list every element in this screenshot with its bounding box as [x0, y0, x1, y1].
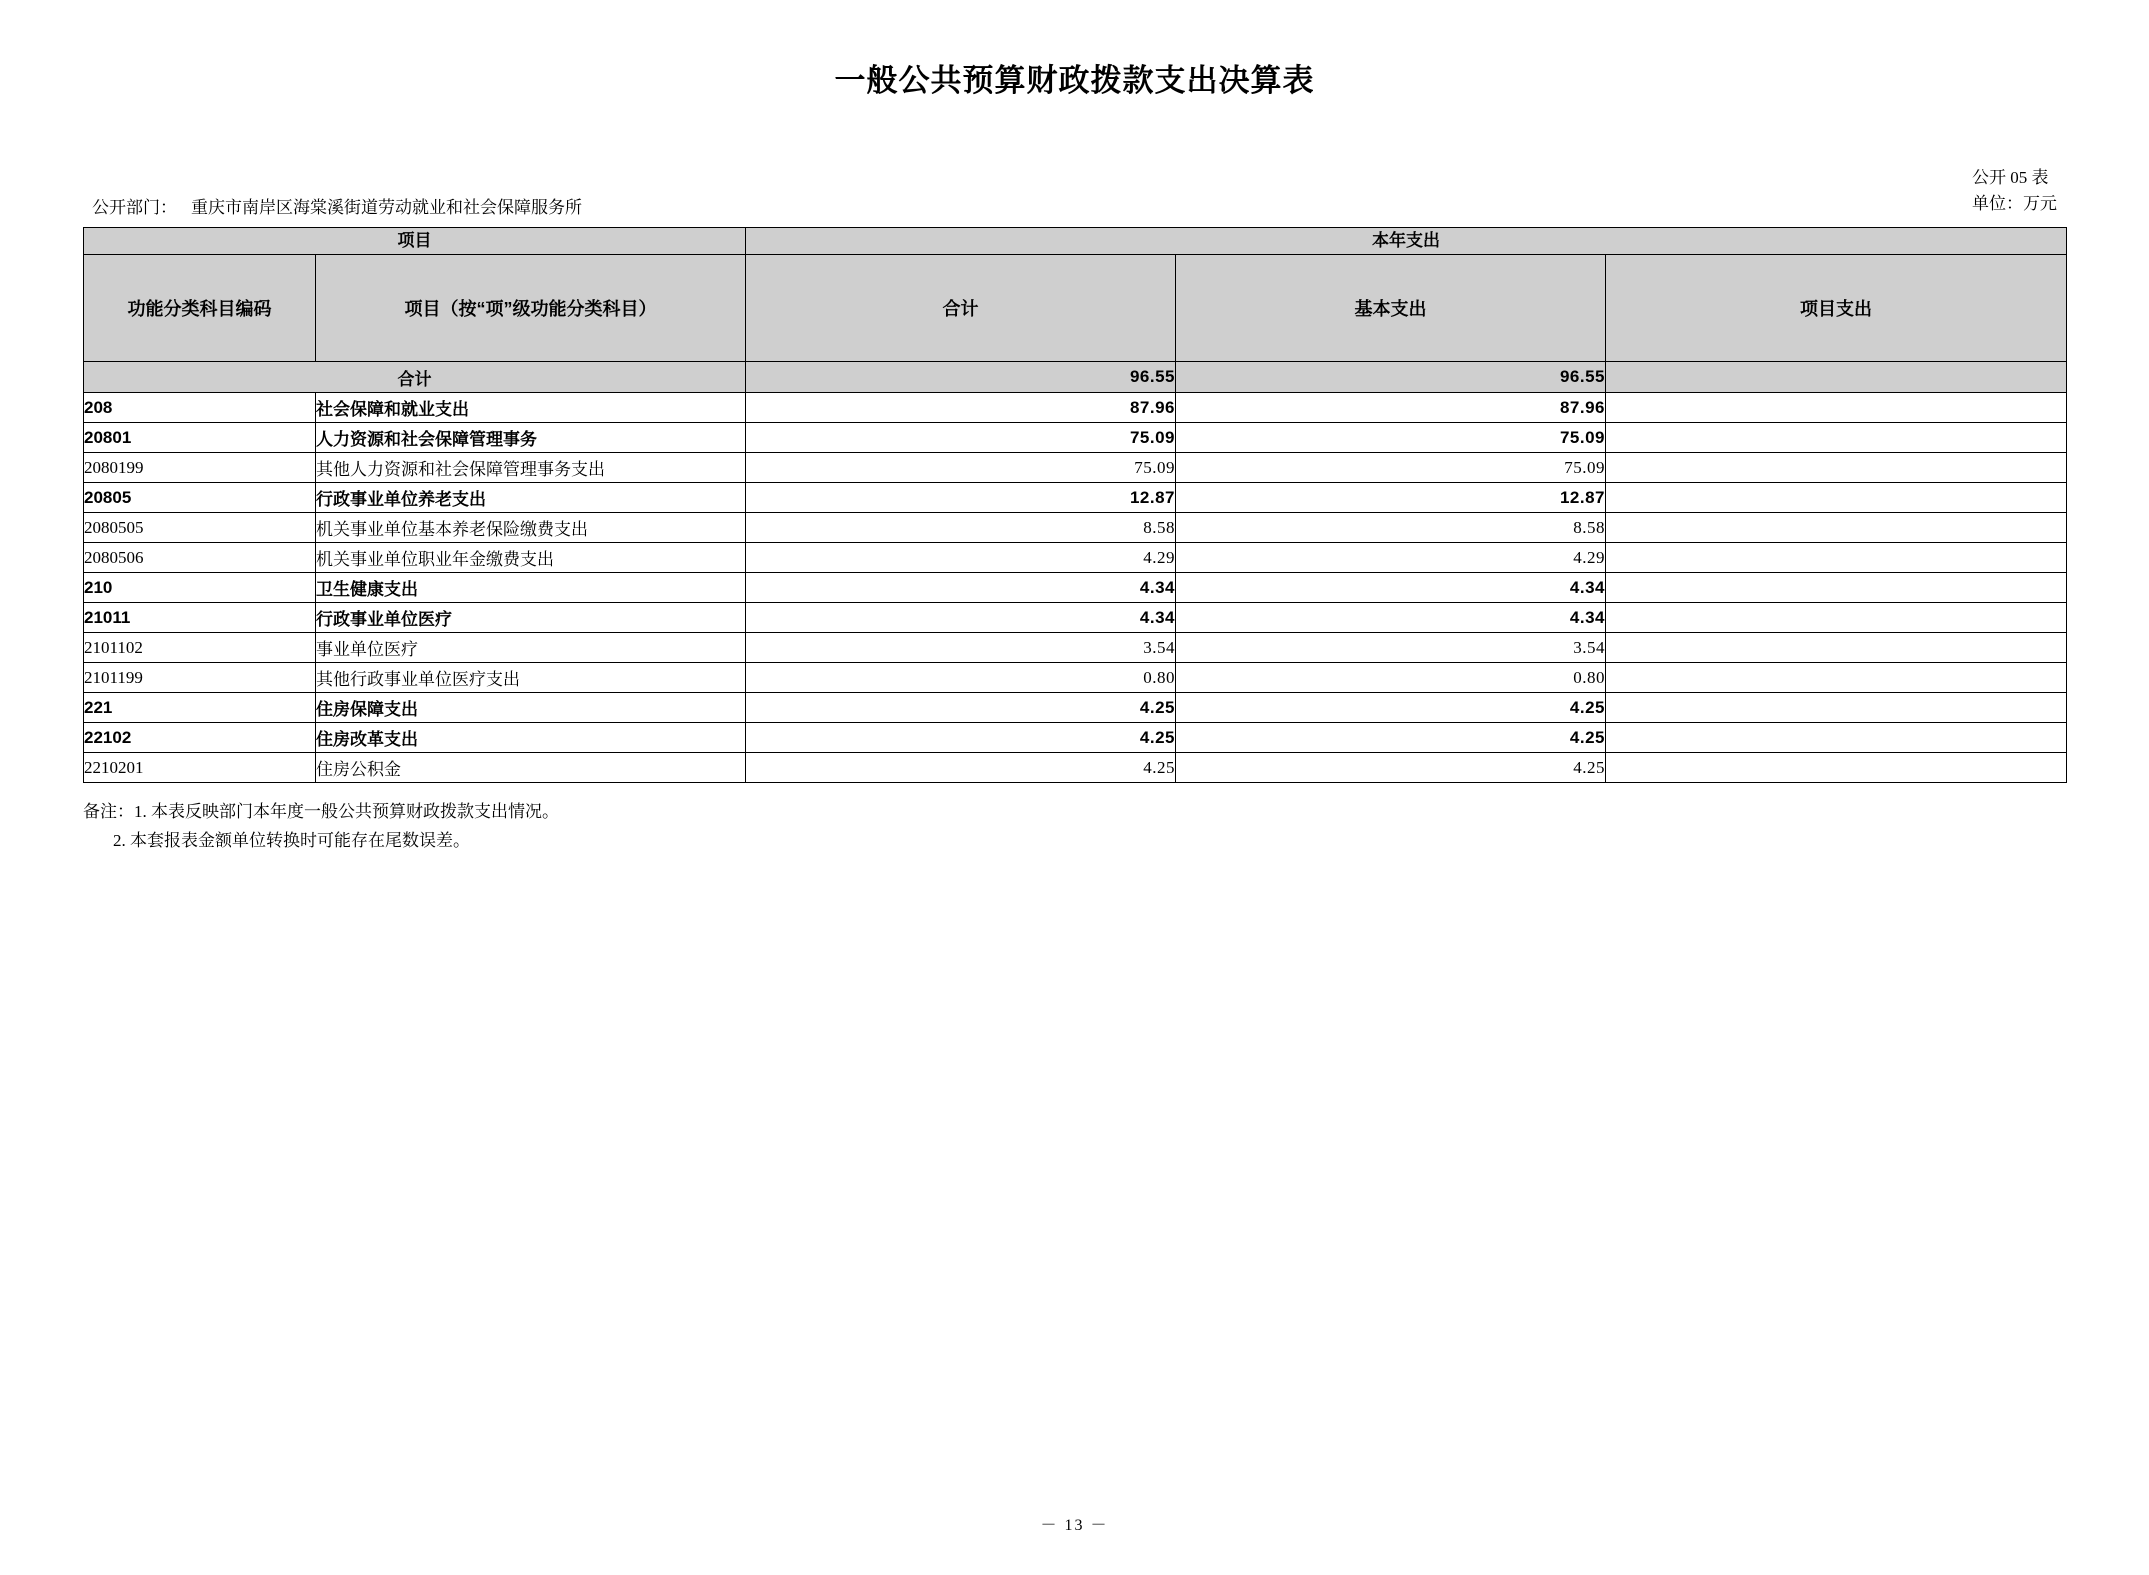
row-code: 22102 — [84, 723, 316, 753]
row-total: 75.09 — [746, 423, 1176, 453]
row-code: 210 — [84, 573, 316, 603]
header-col-project: 项目支出 — [1606, 255, 2067, 362]
row-code: 2080506 — [84, 543, 316, 573]
table-row — [84, 513, 2067, 543]
row-item: 卫生健康支出 — [316, 573, 746, 603]
row-basic: 4.29 — [1176, 543, 1606, 573]
row-basic: 75.09 — [1176, 423, 1606, 453]
table-row — [84, 453, 2067, 483]
row-item: 人力资源和社会保障管理事务 — [316, 423, 746, 453]
row-basic: 4.25 — [1176, 753, 1606, 783]
row-total: 4.29 — [746, 543, 1176, 573]
row-code: 20805 — [84, 483, 316, 513]
row-project — [1606, 423, 2067, 453]
row-basic: 87.96 — [1176, 393, 1606, 423]
row-project — [1606, 633, 2067, 663]
row-project — [1606, 543, 2067, 573]
row-total: 4.34 — [746, 603, 1176, 633]
row-code: 21011 — [84, 603, 316, 633]
row-basic: 4.25 — [1176, 723, 1606, 753]
row-basic: 12.87 — [1176, 483, 1606, 513]
row-basic: 4.34 — [1176, 573, 1606, 603]
table-row — [84, 723, 2067, 753]
header-group-item: 项目 — [84, 228, 746, 255]
note-line-2: 2. 本套报表金额单位转换时可能存在尾数误差。 — [113, 831, 470, 850]
row-code: 2080199 — [84, 453, 316, 483]
row-item: 社会保障和就业支出 — [316, 393, 746, 423]
page-title: 一般公共预算财政拨款支出决算表 — [834, 63, 1315, 98]
row-code: 221 — [84, 693, 316, 723]
row-total: 3.54 — [746, 633, 1176, 663]
row-item: 行政事业单位医疗 — [316, 603, 746, 633]
row-project — [1606, 453, 2067, 483]
row-code: 2210201 — [84, 753, 316, 783]
row-project — [1606, 693, 2067, 723]
form-number: 公开 05 表 — [1972, 168, 2049, 187]
row-item: 其他人力资源和社会保障管理事务支出 — [316, 453, 746, 483]
row-item: 机关事业单位职业年金缴费支出 — [316, 543, 746, 573]
table-row-total — [84, 362, 2067, 393]
total-row-label: 合计 — [84, 362, 746, 393]
table-row — [84, 663, 2067, 693]
form-meta — [1972, 165, 2057, 217]
total-row-basic: 96.55 — [1176, 362, 1606, 393]
department-name: 重庆市南岸区海棠溪街道劳动就业和社会保障服务所 — [191, 198, 582, 217]
total-row-total: 96.55 — [746, 362, 1176, 393]
row-total: 0.80 — [746, 663, 1176, 693]
budget-expenditure-table — [83, 227, 2067, 783]
table-row — [84, 753, 2067, 783]
row-total: 87.96 — [746, 393, 1176, 423]
row-project — [1606, 753, 2067, 783]
table-row — [84, 603, 2067, 633]
header-col-basic: 基本支出 — [1176, 255, 1606, 362]
row-project — [1606, 723, 2067, 753]
table-row — [84, 693, 2067, 723]
row-total: 4.25 — [746, 753, 1176, 783]
row-basic: 75.09 — [1176, 453, 1606, 483]
row-item: 机关事业单位基本养老保险缴费支出 — [316, 513, 746, 543]
document-page — [0, 55, 2149, 1575]
row-total: 75.09 — [746, 453, 1176, 483]
table-header-group-row — [84, 228, 2067, 255]
row-code: 2101199 — [84, 663, 316, 693]
row-code: 2080505 — [84, 513, 316, 543]
table-row — [84, 543, 2067, 573]
row-code: 2101102 — [84, 633, 316, 663]
row-total: 4.25 — [746, 693, 1176, 723]
row-total: 8.58 — [746, 513, 1176, 543]
row-item: 事业单位医疗 — [316, 633, 746, 663]
row-project — [1606, 573, 2067, 603]
table-header-row — [84, 255, 2067, 362]
row-item: 其他行政事业单位医疗支出 — [316, 663, 746, 693]
row-project — [1606, 393, 2067, 423]
note-line-1: 备注：1. 本表反映部门本年度一般公共预算财政拨款支出情况。 — [83, 802, 559, 821]
row-code: 208 — [84, 393, 316, 423]
page-number: － 13 － — [1040, 1517, 1109, 1534]
row-basic: 8.58 — [1176, 513, 1606, 543]
row-project — [1606, 513, 2067, 543]
table-row — [84, 633, 2067, 663]
row-item: 住房公积金 — [316, 753, 746, 783]
row-item: 住房保障支出 — [316, 693, 746, 723]
header-col-item: 项目（按“项”级功能分类科目） — [316, 255, 746, 362]
total-row-project — [1606, 362, 2067, 393]
row-code: 20801 — [84, 423, 316, 453]
row-basic: 4.25 — [1176, 693, 1606, 723]
header-col-code: 功能分类科目编码 — [84, 255, 316, 362]
row-basic: 4.34 — [1176, 603, 1606, 633]
header-col-total: 合计 — [746, 255, 1176, 362]
row-project — [1606, 483, 2067, 513]
table-row — [84, 483, 2067, 513]
header-group-expenditure: 本年支出 — [746, 228, 2067, 255]
table-row — [84, 573, 2067, 603]
unit-note: 单位：万元 — [1972, 194, 2057, 213]
row-item: 行政事业单位养老支出 — [316, 483, 746, 513]
row-total: 4.25 — [746, 723, 1176, 753]
table-notes — [83, 797, 559, 855]
row-project — [1606, 663, 2067, 693]
row-total: 12.87 — [746, 483, 1176, 513]
table-row — [84, 423, 2067, 453]
row-item: 住房改革支出 — [316, 723, 746, 753]
row-basic: 0.80 — [1176, 663, 1606, 693]
department-line — [92, 193, 582, 218]
row-total: 4.34 — [746, 573, 1176, 603]
department-label: 公开部门： — [92, 198, 177, 217]
table-row — [84, 393, 2067, 423]
row-basic: 3.54 — [1176, 633, 1606, 663]
row-project — [1606, 603, 2067, 633]
